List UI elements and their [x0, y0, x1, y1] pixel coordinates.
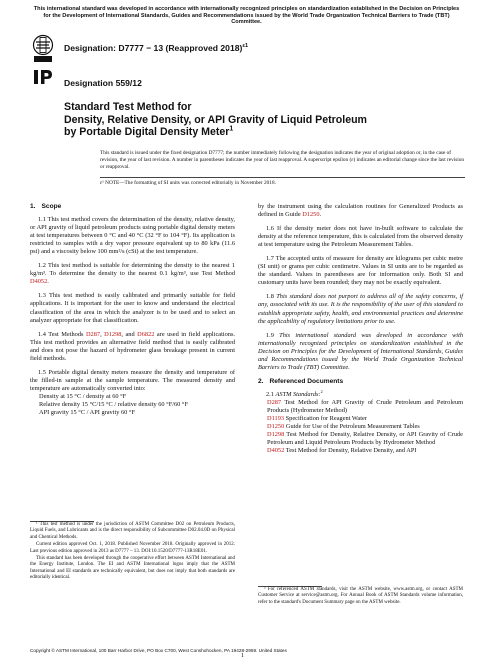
- para-1-5-continued: [258, 203, 463, 219]
- footnote-edition: Current edition approved Oct. 1, 2018. Published November 2018. Originally approved in 2012. Last previous edition approved in 2013 as D7777 – 13. DOI:10.1520/D7777-13R18E01.: [30, 542, 235, 554]
- footnote-1: ¹ This test method is under the jurisdiction of ASTM Committee D02 on Petroleum Products, Liquid Fuels, and Lubricants and is the direct responsibility of Subcommittee D02.04.0D on Physical and Chemical Methods.: [30, 522, 235, 540]
- designation-main-text: Designation: D7777 − 13 (Reapproved 2018): [64, 43, 243, 53]
- document-title: [64, 101, 444, 139]
- para-1-2: [30, 262, 235, 286]
- ref-title: Test Method for Density, Relative Density, or API Gravity of Crude Petroleum and Liquid Petroleum Products by Hydrometer Method: [267, 431, 463, 447]
- astm-logo-icon: [32, 34, 54, 64]
- title-line-1: Standard Test Method for: [64, 101, 192, 113]
- scope-heading: [30, 203, 235, 211]
- link-d4052[interactable]: D4052: [30, 278, 48, 286]
- para-1-8-text: This standard does not purport to address all of the safety concerns, if any, associated with its use. It is the responsibility of the user of this standard to establish appropriate safety, health, and environmental practices and determine the applicability of regulatory limitations prior to use.: [258, 293, 463, 325]
- title-line-2: Density, Relative Density, or API Gravity of Liquid Petroleum: [64, 113, 367, 126]
- ref-title: Guide for Use of the Petroleum Measurement Tables: [285, 423, 420, 431]
- ref-heading-text: Referenced Documents: [269, 377, 344, 385]
- link-d6822[interactable]: D6822: [137, 330, 155, 338]
- footnotes-left: [30, 521, 235, 583]
- para-1-2-text: 1.2 This test method is suitable for determining the density to the nearest 1 kg/m³. To determine the density to the nearest 0.1 kg/m³, use Test Method: [30, 262, 235, 278]
- para-2-1-label: ASTM Standards:: [275, 390, 321, 398]
- para-1-1: 1.1 This test method covers the determination of the density, relative density, or API gravity of liquid petroleum products using portable digital density meters at test temperatures between 0 °C and 40 °C (32 °F to 104 °F). Its application is restricted to samples with a dry vapor pressure equivalent up to 80 kPa (11.6 psi) and a viscosity below 100 mm²/s (cSt) at the test temperature.: [30, 216, 235, 256]
- ref-link-d4052[interactable]: D4052: [267, 447, 285, 455]
- title-line-3-text: by Portable Digital Density Meter: [64, 126, 230, 139]
- reference-item: [267, 399, 463, 415]
- para-1-6: 1.6 If the density meter does not have in-built software to calculate the density at the reference temperature, this is calculated from the observed density at test temperature using the Petroleum Measurement Tables.: [258, 225, 463, 249]
- link-d1250[interactable]: D1250: [302, 211, 320, 219]
- reference-item: [267, 447, 463, 455]
- para-1-7: 1.7 The accepted units of measure for density are kilograms per cubic metre (SI unit) or grams per cubic centimetre. Values in SI units are to be regarded as the standard. Values in parentheses are for information only. Both SI and customary units have been rounded; they may not be exactly equivalent.: [258, 255, 463, 287]
- conversion-3: API gravity 15 °C / API gravity 60 °F: [39, 409, 136, 417]
- reference-item: [267, 431, 463, 447]
- ref-link-d1250[interactable]: D1250: [267, 423, 285, 431]
- divider: [100, 177, 465, 178]
- para-1-9-number: 1.9: [266, 331, 280, 339]
- reference-list: [258, 399, 463, 455]
- ip-logo-icon: [32, 68, 54, 86]
- para-1-8: [258, 293, 463, 325]
- left-column: [30, 203, 235, 417]
- para-1-9-text: This international standard was developed in accordance with internationally recognized principles on standardization established in the Decision on Principles for the Development of International Standards, Guides and Recommendations issued by the World Trade Organization Technical Barriers to Trade (TBT) Committee.: [258, 331, 463, 371]
- footnotes-right: [258, 586, 463, 607]
- designation-epsilon: ε1: [242, 43, 249, 50]
- para-2-1-number: 2.1: [266, 390, 276, 398]
- title-footnote-mark: 1: [229, 125, 234, 133]
- editorial-note: ε¹ NOTE—The formatting of SI units was corrected editorially in November 2018.: [100, 180, 276, 186]
- para-1-9: [258, 332, 463, 372]
- page-number: 1: [241, 652, 245, 659]
- footnote-2-mark: 2: [320, 388, 323, 394]
- para-1-4-sep1: ,: [100, 330, 105, 338]
- ref-heading-number: 2.: [258, 377, 264, 385]
- ref-link-d1298[interactable]: D1298: [267, 431, 285, 439]
- issuance-note: This standard is issued under the fixed designation D7777; the number immediately following the designation indicates the year of original adoption or, in the case of revision, the year of last revision. A number in parentheses indicates the year of last reapproval. A superscript epsilon (ε) indicates an editorial change since the last revision or reapproval.: [100, 150, 465, 170]
- para-2-1: [258, 388, 463, 399]
- reference-item: [267, 415, 463, 423]
- conversion-2: Relative density 15 °C/15 °C / relative density 60 °F/60 °F: [39, 400, 188, 408]
- para-1-4-rest: are used in field applications. This test method provides an alternative field method that is easily calibrated and does not pose the hazard of hydrometer glass breakage present in current field methods.: [30, 330, 236, 362]
- ref-title: Test Method for API Gravity of Crude Petroleum and Petroleum Products (Hydrometer Method): [267, 398, 463, 414]
- para-1-3: 1.3 This test method is easily calibrated and primarily suitable for field applications. It is important for the user to know and understand the electrical classification of the area in which the analyzer is to be used and to select an analyzer appropriate for that classification.: [30, 292, 235, 324]
- ref-title: Specification for Reagent Water: [285, 415, 367, 423]
- para-1-8-number: 1.8: [266, 293, 277, 301]
- para-1-4: [30, 331, 235, 363]
- ref-link-d1193[interactable]: D1193: [267, 415, 285, 423]
- footnote-cooperation: This standard has been developed through the cooperative effort between ASTM International and the Energy Institute, London. The EI and ASTM International logos imply that the ASTM International and EI standards are technically equivalent, but does not imply that both standards are editorially identical.: [30, 556, 235, 581]
- designation-main: [64, 43, 248, 53]
- tbt-banner: This international standard was developed in accordance with internationally recognized principles on standardization established in the Decision on Principles for the Development of International Standards, Guides and Recommendations issued by the World Trade Organization Technical Barriers to Trade (TBT) Committee.: [33, 6, 460, 26]
- right-column: [258, 203, 463, 455]
- para-1-2-end: .: [47, 278, 49, 286]
- referenced-documents-heading: [258, 378, 463, 386]
- designation-ip: Designation 559/12: [64, 78, 142, 88]
- copyright-footer: Copyright © ASTM International, 100 Barr Harbor Drive, PO Box C700, West Conshohocken, PA 19428-2959. United States: [30, 648, 287, 653]
- para-1-4-text: 1.4 Test Methods: [38, 330, 86, 338]
- link-d287[interactable]: D287: [85, 330, 101, 338]
- scope-heading-number: 1.: [30, 203, 36, 210]
- ref-title: Test Method for Density, Relative Density, and API: [285, 447, 417, 455]
- para-1-5: 1.5 Portable digital density meters measure the density and temperature of the filled-in sample at the sample temperature. The measured density and temperature are automatically converted into:: [30, 368, 235, 392]
- para-1-4-sep2: , and: [121, 330, 138, 338]
- conversion-1: Density at 15 °C / density at 60 °F: [39, 392, 127, 400]
- scope-heading-text: Scope: [41, 203, 62, 210]
- footnote-2: ² For referenced ASTM standards, visit the ASTM website, www.astm.org, or contact ASTM Customer Service at service@astm.org. For Annual Book of ASTM Standards volume information, refer to the standard's Document Summary page on the ASTM website.: [258, 587, 463, 605]
- ref-link-d287[interactable]: D287: [267, 398, 282, 406]
- reference-item: [267, 423, 463, 431]
- title-line-3: [64, 126, 444, 139]
- para-1-5-continued-end: .: [319, 211, 322, 219]
- link-d1298[interactable]: D1298: [104, 330, 122, 338]
- para-1-5-continued-text: by the instrument using the calculation routines for Generalized Products as defined in Guide: [258, 203, 463, 219]
